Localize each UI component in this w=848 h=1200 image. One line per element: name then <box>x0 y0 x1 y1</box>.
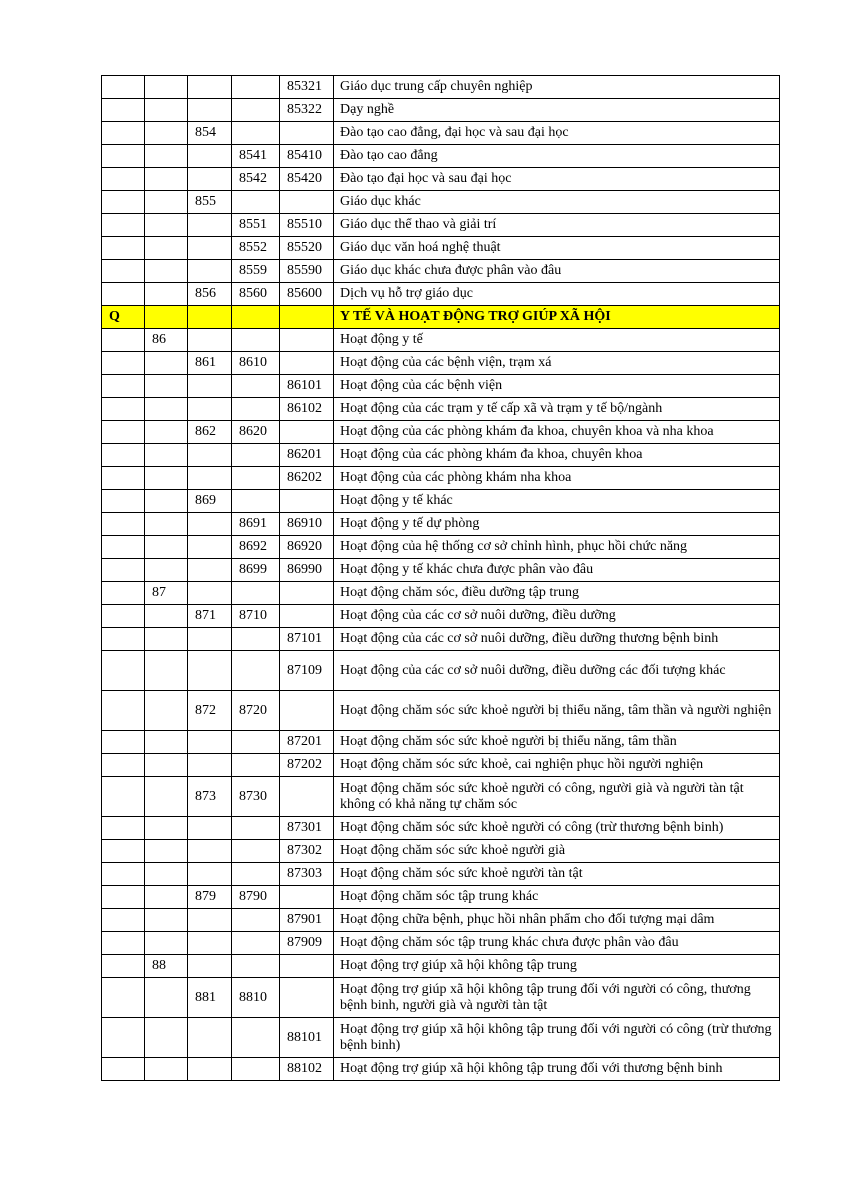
table-row <box>102 122 780 145</box>
level2-code <box>145 513 188 536</box>
level3-code <box>188 1018 232 1058</box>
level4-code <box>232 932 280 955</box>
level3-code: 861 <box>188 352 232 375</box>
level5-code <box>280 582 334 605</box>
level1-code <box>102 651 145 691</box>
industry-name: Hoạt động chăm sóc sức khoẻ người có công (trừ thương bệnh binh) <box>334 817 780 840</box>
level5-code <box>280 352 334 375</box>
level3-code <box>188 628 232 651</box>
level3-code <box>188 955 232 978</box>
table-row <box>102 260 780 283</box>
level5-code <box>280 605 334 628</box>
level1-code <box>102 863 145 886</box>
level4-code <box>232 840 280 863</box>
level4-code: 8810 <box>232 978 280 1018</box>
level1-code <box>102 329 145 352</box>
table-row <box>102 932 780 955</box>
level1-code <box>102 260 145 283</box>
table-row <box>102 99 780 122</box>
level3-code <box>188 237 232 260</box>
level3-code: 871 <box>188 605 232 628</box>
table-row <box>102 817 780 840</box>
level1-code <box>102 76 145 99</box>
table-row <box>102 444 780 467</box>
level3-code: 862 <box>188 421 232 444</box>
level5-code: 85420 <box>280 168 334 191</box>
level1-code <box>102 909 145 932</box>
level2-code <box>145 777 188 817</box>
table-row <box>102 214 780 237</box>
level3-code: 881 <box>188 978 232 1018</box>
level3-code <box>188 467 232 490</box>
level4-code <box>232 490 280 513</box>
level3-code <box>188 909 232 932</box>
level1-code <box>102 628 145 651</box>
level3-code <box>188 932 232 955</box>
level3-code <box>188 840 232 863</box>
level4-code: 8699 <box>232 559 280 582</box>
level1-code <box>102 237 145 260</box>
level4-code <box>232 306 280 329</box>
table-row <box>102 145 780 168</box>
level4-code <box>232 99 280 122</box>
level1-code <box>102 731 145 754</box>
industry-name: Hoạt động của các cơ sở nuôi dưỡng, điều dưỡng <box>334 605 780 628</box>
level2-code <box>145 490 188 513</box>
level1-code <box>102 352 145 375</box>
level4-code: 8620 <box>232 421 280 444</box>
level1-code <box>102 168 145 191</box>
table-row <box>102 628 780 651</box>
level5-code <box>280 490 334 513</box>
level4-code: 8559 <box>232 260 280 283</box>
level2-code: 87 <box>145 582 188 605</box>
level4-code: 8542 <box>232 168 280 191</box>
level5-code: 86202 <box>280 467 334 490</box>
level3-code <box>188 863 232 886</box>
level3-code <box>188 582 232 605</box>
level2-code <box>145 978 188 1018</box>
industry-name: Hoạt động chăm sóc tập trung khác chưa được phân vào đâu <box>334 932 780 955</box>
level2-code <box>145 628 188 651</box>
level5-code: 86920 <box>280 536 334 559</box>
level4-code: 8790 <box>232 886 280 909</box>
level4-code <box>232 329 280 352</box>
level3-code <box>188 754 232 777</box>
table-row <box>102 283 780 306</box>
level3-code <box>188 444 232 467</box>
table-row <box>102 1018 780 1058</box>
level2-code <box>145 1018 188 1058</box>
level3-code: 873 <box>188 777 232 817</box>
level1-code <box>102 1058 145 1081</box>
level5-code: 85510 <box>280 214 334 237</box>
level1-code <box>102 605 145 628</box>
level1-code <box>102 691 145 731</box>
level3-code: 869 <box>188 490 232 513</box>
level4-code: 8551 <box>232 214 280 237</box>
level5-code: 87901 <box>280 909 334 932</box>
level2-code <box>145 306 188 329</box>
level2-code <box>145 421 188 444</box>
level2-code <box>145 731 188 754</box>
level4-code <box>232 191 280 214</box>
level5-code: 86101 <box>280 375 334 398</box>
level2-code <box>145 909 188 932</box>
industry-name: Hoạt động trợ giúp xã hội không tập trung đối với thương bệnh binh <box>334 1058 780 1081</box>
table-row <box>102 168 780 191</box>
table-row <box>102 513 780 536</box>
level4-code <box>232 1058 280 1081</box>
industry-name: Đào tạo cao đẳng <box>334 145 780 168</box>
level4-code <box>232 651 280 691</box>
level3-code <box>188 559 232 582</box>
industry-name: Đào tạo đại học và sau đại học <box>334 168 780 191</box>
level5-code <box>280 886 334 909</box>
level3-code <box>188 214 232 237</box>
industry-name: Giáo dục văn hoá nghệ thuật <box>334 237 780 260</box>
level4-code: 8552 <box>232 237 280 260</box>
level4-code <box>232 731 280 754</box>
level2-code <box>145 536 188 559</box>
level2-code <box>145 691 188 731</box>
industry-name: Hoạt động của các cơ sở nuôi dưỡng, điều dưỡng các đối tượng khác <box>334 651 780 691</box>
industry-name: Hoạt động của các bệnh viện, trạm xá <box>334 352 780 375</box>
level2-code <box>145 840 188 863</box>
table-row <box>102 306 780 329</box>
industry-name: Hoạt động y tế dự phòng <box>334 513 780 536</box>
industry-code-table <box>101 75 780 1081</box>
level5-code <box>280 691 334 731</box>
level1-code <box>102 777 145 817</box>
table-row <box>102 605 780 628</box>
level5-code: 85590 <box>280 260 334 283</box>
level4-code <box>232 955 280 978</box>
level4-code <box>232 76 280 99</box>
level3-code <box>188 260 232 283</box>
table-row <box>102 490 780 513</box>
level3-code <box>188 99 232 122</box>
level3-code: 879 <box>188 886 232 909</box>
level1-code <box>102 490 145 513</box>
table-row <box>102 731 780 754</box>
table-row <box>102 237 780 260</box>
table-row <box>102 536 780 559</box>
industry-name: Y TẾ VÀ HOẠT ĐỘNG TRỢ GIÚP XÃ HỘI <box>334 306 780 329</box>
level5-code: 87303 <box>280 863 334 886</box>
table-row <box>102 863 780 886</box>
level4-code <box>232 398 280 421</box>
level5-code <box>280 122 334 145</box>
level3-code <box>188 817 232 840</box>
level2-code <box>145 352 188 375</box>
table-row <box>102 1058 780 1081</box>
level3-code <box>188 398 232 421</box>
industry-name: Đào tạo cao đẳng, đại học và sau đại học <box>334 122 780 145</box>
level2-code <box>145 817 188 840</box>
industry-name: Hoạt động chăm sóc tập trung khác <box>334 886 780 909</box>
level1-code <box>102 955 145 978</box>
level5-code: 85410 <box>280 145 334 168</box>
level1-code <box>102 398 145 421</box>
level5-code: 87202 <box>280 754 334 777</box>
industry-name: Hoạt động của các cơ sở nuôi dưỡng, điều dưỡng thương bệnh binh <box>334 628 780 651</box>
industry-name: Giáo dục khác <box>334 191 780 214</box>
level4-code: 8691 <box>232 513 280 536</box>
level5-code: 85322 <box>280 99 334 122</box>
level4-code <box>232 628 280 651</box>
level4-code <box>232 754 280 777</box>
level1-code <box>102 582 145 605</box>
level2-code <box>145 863 188 886</box>
table-row <box>102 955 780 978</box>
level2-code <box>145 886 188 909</box>
industry-name: Hoạt động của các phòng khám nha khoa <box>334 467 780 490</box>
level2-code <box>145 1058 188 1081</box>
level5-code: 87301 <box>280 817 334 840</box>
level5-code <box>280 421 334 444</box>
level2-code <box>145 398 188 421</box>
industry-name: Giáo dục khác chưa được phân vào đâu <box>334 260 780 283</box>
level4-code <box>232 909 280 932</box>
industry-name: Hoạt động chăm sóc sức khoẻ người bị thiểu năng, tâm thần <box>334 731 780 754</box>
level3-code <box>188 536 232 559</box>
table-row <box>102 398 780 421</box>
table-row <box>102 651 780 691</box>
table-row <box>102 909 780 932</box>
level3-code <box>188 306 232 329</box>
level1-code <box>102 444 145 467</box>
table-row <box>102 886 780 909</box>
level2-code <box>145 559 188 582</box>
level5-code <box>280 329 334 352</box>
level2-code <box>145 237 188 260</box>
level1-code <box>102 978 145 1018</box>
industry-name: Hoạt động của các phòng khám đa khoa, chuyên khoa <box>334 444 780 467</box>
level1-code <box>102 214 145 237</box>
industry-name: Hoạt động trợ giúp xã hội không tập trung đối với người có công (trừ thương bệnh binh) <box>334 1018 780 1058</box>
industry-name: Hoạt động của các trạm y tế cấp xã và trạm y tế bộ/ngành <box>334 398 780 421</box>
industry-name: Hoạt động chăm sóc sức khoẻ, cai nghiện phục hồi người nghiện <box>334 754 780 777</box>
level2-code <box>145 122 188 145</box>
level1-code <box>102 886 145 909</box>
level2-code <box>145 76 188 99</box>
level2-code <box>145 375 188 398</box>
level4-code <box>232 817 280 840</box>
level1-code <box>102 99 145 122</box>
table-row <box>102 691 780 731</box>
level1-code <box>102 145 145 168</box>
level4-code <box>232 863 280 886</box>
level4-code: 8541 <box>232 145 280 168</box>
industry-name: Hoạt động chăm sóc sức khoẻ người tàn tật <box>334 863 780 886</box>
level2-code: 86 <box>145 329 188 352</box>
level5-code: 87909 <box>280 932 334 955</box>
level4-code <box>232 1018 280 1058</box>
level5-code: 88102 <box>280 1058 334 1081</box>
level5-code: 88101 <box>280 1018 334 1058</box>
level4-code <box>232 467 280 490</box>
level3-code <box>188 513 232 536</box>
level3-code <box>188 329 232 352</box>
level5-code: 86990 <box>280 559 334 582</box>
table-row <box>102 191 780 214</box>
table-row <box>102 978 780 1018</box>
level2-code <box>145 260 188 283</box>
level3-code <box>188 375 232 398</box>
table-body <box>102 76 780 1081</box>
level4-code: 8560 <box>232 283 280 306</box>
level2-code <box>145 651 188 691</box>
level1-code <box>102 122 145 145</box>
industry-name: Hoạt động trợ giúp xã hội không tập trung đối với người có công, thương bệnh binh, người già và người tàn tật <box>334 978 780 1018</box>
table-row <box>102 76 780 99</box>
level1-code <box>102 513 145 536</box>
level1-code: Q <box>102 306 145 329</box>
level4-code <box>232 122 280 145</box>
level3-code: 854 <box>188 122 232 145</box>
industry-name: Hoạt động chăm sóc sức khoẻ người bị thiểu năng, tâm thần và người nghiện <box>334 691 780 731</box>
level3-code <box>188 168 232 191</box>
industry-name: Hoạt động chữa bệnh, phục hồi nhân phẩm cho đối tượng mại dâm <box>334 909 780 932</box>
level3-code: 872 <box>188 691 232 731</box>
level5-code: 86201 <box>280 444 334 467</box>
level1-code <box>102 817 145 840</box>
level3-code: 855 <box>188 191 232 214</box>
table-row <box>102 375 780 398</box>
level1-code <box>102 375 145 398</box>
level5-code <box>280 777 334 817</box>
level4-code <box>232 444 280 467</box>
level5-code <box>280 978 334 1018</box>
industry-name: Dạy nghề <box>334 99 780 122</box>
industry-name: Hoạt động chăm sóc sức khoẻ người già <box>334 840 780 863</box>
level3-code <box>188 731 232 754</box>
industry-name: Dịch vụ hỗ trợ giáo dục <box>334 283 780 306</box>
level5-code <box>280 955 334 978</box>
table-row <box>102 582 780 605</box>
level2-code: 88 <box>145 955 188 978</box>
level3-code <box>188 651 232 691</box>
table-row <box>102 840 780 863</box>
level1-code <box>102 421 145 444</box>
level3-code <box>188 145 232 168</box>
level2-code <box>145 444 188 467</box>
level5-code: 87109 <box>280 651 334 691</box>
level5-code <box>280 306 334 329</box>
level3-code <box>188 76 232 99</box>
industry-name: Hoạt động chăm sóc sức khoẻ người có công, người già và người tàn tật không có khả năng tự chăm sóc <box>334 777 780 817</box>
level1-code <box>102 559 145 582</box>
level5-code: 85520 <box>280 237 334 260</box>
level5-code: 85600 <box>280 283 334 306</box>
level4-code: 8610 <box>232 352 280 375</box>
level2-code <box>145 283 188 306</box>
level1-code <box>102 1018 145 1058</box>
level5-code: 87101 <box>280 628 334 651</box>
level5-code: 87201 <box>280 731 334 754</box>
level4-code: 8710 <box>232 605 280 628</box>
table-row <box>102 754 780 777</box>
industry-name: Hoạt động y tế <box>334 329 780 352</box>
level2-code <box>145 754 188 777</box>
industry-name: Hoạt động của các phòng khám đa khoa, chuyên khoa và nha khoa <box>334 421 780 444</box>
level2-code <box>145 214 188 237</box>
level4-code: 8730 <box>232 777 280 817</box>
level5-code: 87302 <box>280 840 334 863</box>
table-row <box>102 329 780 352</box>
level1-code <box>102 754 145 777</box>
table-row <box>102 467 780 490</box>
level5-code: 86102 <box>280 398 334 421</box>
level5-code <box>280 191 334 214</box>
level2-code <box>145 168 188 191</box>
table-row <box>102 559 780 582</box>
level1-code <box>102 191 145 214</box>
level4-code <box>232 375 280 398</box>
level2-code <box>145 932 188 955</box>
level3-code: 856 <box>188 283 232 306</box>
level2-code <box>145 99 188 122</box>
level2-code <box>145 467 188 490</box>
level1-code <box>102 536 145 559</box>
level4-code: 8692 <box>232 536 280 559</box>
level2-code <box>145 605 188 628</box>
industry-name: Hoạt động chăm sóc, điều dưỡng tập trung <box>334 582 780 605</box>
level4-code: 8720 <box>232 691 280 731</box>
industry-name: Hoạt động của hệ thống cơ sở chỉnh hình, phục hồi chức năng <box>334 536 780 559</box>
industry-name: Giáo dục trung cấp chuyên nghiệp <box>334 76 780 99</box>
industry-name: Hoạt động y tế khác <box>334 490 780 513</box>
level1-code <box>102 467 145 490</box>
level3-code <box>188 1058 232 1081</box>
level1-code <box>102 283 145 306</box>
industry-name: Hoạt động y tế khác chưa được phân vào đâu <box>334 559 780 582</box>
level2-code <box>145 145 188 168</box>
table-row <box>102 421 780 444</box>
industry-name: Hoạt động của các bệnh viện <box>334 375 780 398</box>
level5-code: 86910 <box>280 513 334 536</box>
level4-code <box>232 582 280 605</box>
level1-code <box>102 932 145 955</box>
table-row <box>102 352 780 375</box>
industry-name: Hoạt động trợ giúp xã hội không tập trung <box>334 955 780 978</box>
level1-code <box>102 840 145 863</box>
table-row <box>102 777 780 817</box>
industry-name: Giáo dục thể thao và giải trí <box>334 214 780 237</box>
level5-code: 85321 <box>280 76 334 99</box>
level2-code <box>145 191 188 214</box>
